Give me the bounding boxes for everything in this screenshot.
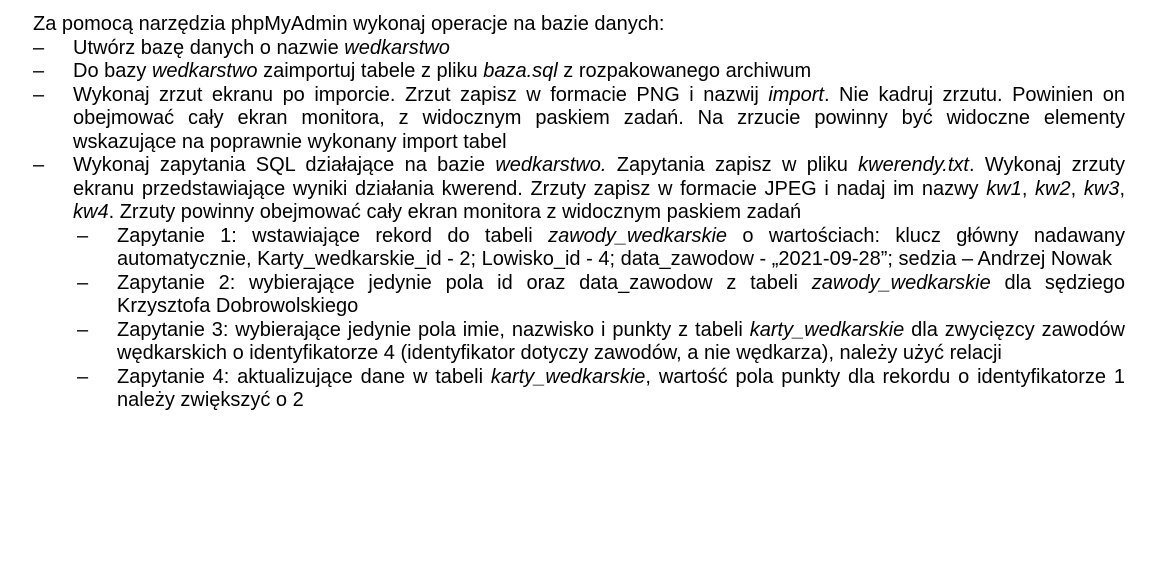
dash-bullet: –	[77, 365, 89, 388]
query-item-4: – Zapytanie 4: aktualizujące dane w tabeli karty_wedkarskie, wartość pola punkty dla rekordu o identyfikatorze 1 należy zwiększyć o 2	[77, 365, 1126, 411]
task-list	[33, 37, 1125, 225]
dash-bullet: –	[33, 154, 45, 176]
task-item-queries: – Wykonaj zapytania SQL działające na bazie wedkarstwo. Zapytania zapisz w pliku kwerendy.txt. Wykonaj zrzuty ekranu przedstawiające wyniki działania kwerend. Zrzuty zapisz w formacie JPEG i nadaj im nazwy kw1, kw2, kw3, kw4. Zrzuty powinny obejmować cały ekran monitora z widocznym paskiem zadań	[33, 154, 1125, 223]
dash-bullet: –	[77, 224, 89, 247]
task-item-screenshot: – Wykonaj zrzut ekranu po imporcie. Zrzut zapisz w formacie PNG i nazwij import. Nie kadruj zrzutu. Powinien on obejmować cały ekran monitora, z widocznym paskiem zadań. Na zrzucie powinny być widoczne elementy wskazujące na poprawnie wykonany import tabel	[33, 83, 1125, 153]
query-item-2: – Zapytanie 2: wybierające jedynie pola id oraz data_zawodow z tabeli zawody_wedkarskie dla sędziego Krzysztofa Dobrowolskiego	[77, 271, 1125, 317]
query-item-1: – Zapytanie 1: wstawiające rekord do tabeli zawody_wedkarskie o wartościach: klucz główny nadawany automatycznie, Karty_wedkarskie_id - 2; Lowisko_id - 4; data_zawodow - „2021-09-28”; sedzia – Andrzej Nowak	[77, 224, 1126, 270]
dash-bullet: –	[33, 60, 45, 82]
dash-bullet: –	[77, 271, 89, 294]
query-item-3: – Zapytanie 3: wybierające jedynie pola imie, nazwisko i punkty z tabeli karty_wedkarskie dla zwycięzcy zawodów wędkarskich o identyfikatorze 4 (identyfikator dotyczy zawodów, a nie wędkarza), należy użyć relacji	[77, 318, 1125, 364]
intro-text: Za pomocą narzędzia phpMyAdmin wykonaj operacje na bazie danych:	[33, 13, 665, 35]
task-item-create-db: – Utwórz bazę danych o nazwie wedkarstwo	[33, 36, 450, 59]
dash-bullet: –	[33, 36, 45, 59]
query-list	[73, 225, 1125, 413]
task-document	[33, 13, 1125, 413]
task-item-import: – Do bazy wedkarstwo zaimportuj tabele z pliku baza.sql z rozpakowanego archiwum	[33, 60, 812, 82]
dash-bullet: –	[77, 318, 89, 341]
dash-bullet: –	[33, 83, 45, 106]
